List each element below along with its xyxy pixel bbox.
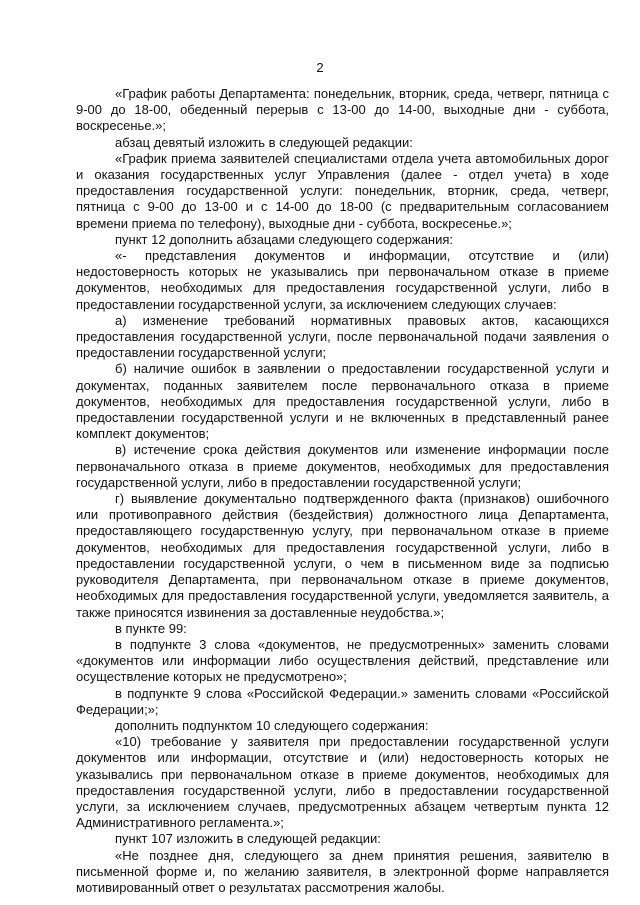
page-number: 2 [316,60,324,75]
paragraph-add-subitem-10: дополнить подпунктом 10 следующего содержания: [115,717,429,733]
paragraph-subitem-10-text: «10) требование у заявителя при предоставлении государственной услуги документов или информации, отсутствие и (или) недостоверность которых не указывались при первоначальном отказе в приеме документов, необходимых для предоставления государственной услуги, либо в предоставлении государственной услуги, за исключением случаев, предусмотренных абзацем четвертым пункта 12 Административного регламента.»; [76,734,609,831]
paragraph-reception-schedule: «График приема заявителей специалистами отдела учета автомобильных дорог и оказания государственных услуг Управления (далее - отдел учета) в ходе предоставления государственной услуги: понедельник, вторник, среда, четверг, пятница с 9-00 до 13-00 и с 14-00 до 18-00 (с предварительным согласованием времени приема по телефону), выходные дни - суббота, воскресенье.»; [76,150,609,231]
paragraph-subitem-3: в подпункте 3 слова «документов, не предусмотренных» заменить словами «документов или информации либо осуществления действий, представление или осуществление которых не предусмотрено»; [76,636,609,685]
paragraph-work-schedule: «График работы Департамента: понедельник, вторник, среда, четверг, пятница с 9-00 до 18-00, обеденный перерыв с 13-00 до 14-00, выходные дни - суббота, воскресенье.»; [76,86,609,134]
paragraph-response-text: «Не позднее дня, следующего за днем принятия решения, заявителю в письменной форме и, по желанию заявителя, в электронной форме направляется мотивированный ответ о результатах рассмотрения жалобы. [76,847,609,895]
paragraph-instruction-ninth: абзац девятый изложить в следующей редакции: [115,134,413,150]
paragraph-case-b: б) наличие ошибок в заявлении о предоставлении государственной услуги и документах, поданных заявителем после первоначального отказа в приеме документов, необходимых для предоставления государственной услуги, либо в предоставлении государственной услуги и не включенных в представленный ранее комплект документов; [76,361,609,442]
paragraph-subitem-9: в подпункте 9 слова «Российской Федерации.» заменить словами «Российской Федерации;»; [76,685,609,717]
paragraph-case-a: а) изменение требований нормативных правовых актов, касающихся предоставления государственной услуги, после первоначальной подачи заявления о предоставлении государственной услуги; [76,312,609,361]
paragraph-instruction-item-12: пункт 12 дополнить абзацами следующего содержания: [115,231,454,247]
paragraph-item-99: в пункте 99: [115,620,187,636]
paragraph-case-d: г) выявление документально подтвержденного факта (признаков) ошибочного или противоправного действия (бездействия) должностного лица Департамента, предоставляющего государственную услугу, при первоначальном отказе в приеме документов, необходимых для предоставления государственной услуги, либо в предоставлении государственной услуги, о чем в письменном виде за подписью руководителя Департамента, при первоначальном отказе в приеме документов, необходимых для предоставления государственной услуги, уведомляется заявитель, а также приносятся извинения за доставленные неудобства.»; [76,491,609,620]
paragraph-item-107: пункт 107 изложить в следующей редакции: [115,831,381,847]
document-body [76,86,609,896]
paragraph-documents-exception: «- представления документов и информации, отсутствие и (или) недостоверность которых не указывались при первоначальном отказе в приеме документов, необходимых для предоставления государственной услуги, либо в предоставлении государственной услуги, за исключением следующих случаев: [76,248,609,312]
paragraph-case-c: в) истечение срока действия документов или изменение информации после первоначального отказа в приеме документов, необходимых для предоставления государственной услуги, либо в предоставлении государственной услуги; [76,442,609,490]
